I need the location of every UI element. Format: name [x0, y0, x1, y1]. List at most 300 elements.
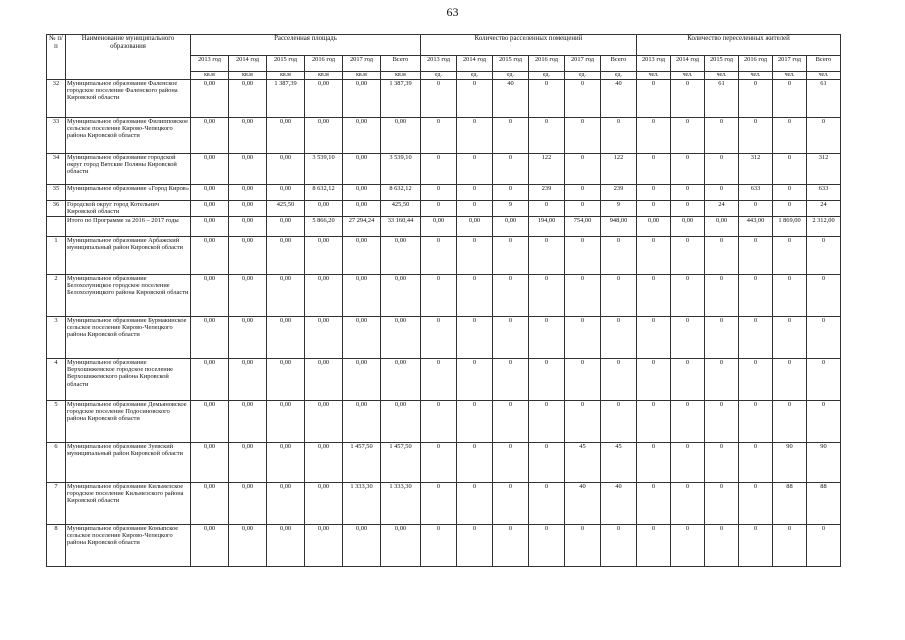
- value-cell: 0: [493, 359, 529, 401]
- row-number: [47, 217, 66, 237]
- value-cell: 0: [493, 275, 529, 317]
- value-cell: 0: [773, 359, 807, 401]
- value-cell: 239: [529, 185, 565, 201]
- unit-header-cell: кв.м: [191, 72, 229, 80]
- value-cell: 0,00: [267, 317, 305, 359]
- value-cell: 0,00: [229, 237, 267, 275]
- value-cell: 0: [637, 154, 671, 185]
- value-cell: 0,00: [343, 118, 381, 154]
- table-row: [47, 275, 841, 317]
- unit-header-cell: кв.м: [267, 72, 305, 80]
- year-header-cell: 2016 год: [739, 56, 773, 72]
- value-cell: 0,00: [191, 154, 229, 185]
- row-number: 34: [47, 154, 66, 185]
- municipality-name: Муниципальное образование Зуевский муниципальный район Кировской области: [66, 443, 191, 483]
- value-cell: 0: [671, 118, 705, 154]
- value-cell: 0: [671, 443, 705, 483]
- municipality-name: Городской округ город Котельнич Кировской области: [66, 201, 191, 217]
- value-cell: 1 387,39: [381, 80, 421, 118]
- row-number: 6: [47, 443, 66, 483]
- unit-header-cell: чел.: [671, 72, 705, 80]
- row-number: 8: [47, 525, 66, 567]
- value-cell: 0: [637, 80, 671, 118]
- unit-header-cell: ед.: [529, 72, 565, 80]
- value-cell: 0: [601, 275, 637, 317]
- value-cell: 0: [457, 80, 493, 118]
- premises-group-header: Количество расселенных помещений: [421, 35, 637, 56]
- value-cell: 0,00: [343, 275, 381, 317]
- value-cell: 0: [529, 237, 565, 275]
- value-cell: 0: [457, 525, 493, 567]
- value-cell: 0: [739, 359, 773, 401]
- value-cell: 0: [671, 275, 705, 317]
- value-cell: 0: [457, 237, 493, 275]
- value-cell: 0: [739, 237, 773, 275]
- value-cell: 40: [601, 483, 637, 525]
- value-cell: 0: [705, 359, 739, 401]
- municipality-name: Муниципальное образование Бурмакинское сельское поселение Кирово-Чепецкого района Кировской области: [66, 317, 191, 359]
- value-cell: 0: [637, 185, 671, 201]
- value-cell: 0: [529, 525, 565, 567]
- value-cell: 0: [671, 525, 705, 567]
- value-cell: 0,00: [343, 154, 381, 185]
- value-cell: 0: [493, 185, 529, 201]
- value-cell: 0: [529, 201, 565, 217]
- table-row: [47, 118, 841, 154]
- unit-header-cell: кв.м: [305, 72, 343, 80]
- value-cell: 0,00: [305, 359, 343, 401]
- value-cell: 0: [565, 401, 601, 443]
- value-cell: 0: [457, 154, 493, 185]
- value-cell: 633: [739, 185, 773, 201]
- row-number: 35: [47, 185, 66, 201]
- value-cell: 0: [773, 80, 807, 118]
- value-cell: 9: [601, 201, 637, 217]
- value-cell: 0: [565, 237, 601, 275]
- value-cell: 0,00: [305, 401, 343, 443]
- value-cell: 0,00: [305, 201, 343, 217]
- value-cell: 0,00: [267, 275, 305, 317]
- value-cell: 40: [565, 483, 601, 525]
- value-cell: 0,00: [671, 217, 705, 237]
- value-cell: 0: [705, 237, 739, 275]
- row-number: 5: [47, 401, 66, 443]
- value-cell: 0: [421, 483, 457, 525]
- municipality-name: Муниципальное образование Белохолуницкое городское поселение Белохолуницкого района Кировской области: [66, 275, 191, 317]
- table-row: [47, 154, 841, 185]
- value-cell: 0: [421, 525, 457, 567]
- value-cell: 0: [671, 317, 705, 359]
- value-cell: 0: [807, 317, 841, 359]
- value-cell: 0: [421, 317, 457, 359]
- year-header-cell: 2015 год: [493, 56, 529, 72]
- value-cell: 0,00: [191, 483, 229, 525]
- value-cell: 0,00: [381, 317, 421, 359]
- row-number: 3: [47, 317, 66, 359]
- year-header-cell: 2016 год: [529, 56, 565, 72]
- value-cell: 0,00: [229, 275, 267, 317]
- value-cell: 0: [529, 80, 565, 118]
- value-cell: 0,00: [267, 401, 305, 443]
- value-cell: 0: [601, 525, 637, 567]
- value-cell: 0,00: [305, 118, 343, 154]
- row-number: 2: [47, 275, 66, 317]
- value-cell: 1 457,50: [343, 443, 381, 483]
- value-cell: 0: [637, 275, 671, 317]
- value-cell: 0: [739, 80, 773, 118]
- value-cell: 0: [637, 201, 671, 217]
- value-cell: 0: [671, 185, 705, 201]
- unit-header-cell: ед.: [565, 72, 601, 80]
- value-cell: 0,00: [637, 217, 671, 237]
- value-cell: 0: [421, 185, 457, 201]
- unit-header-cell: ед.: [493, 72, 529, 80]
- value-cell: 0,00: [191, 275, 229, 317]
- value-cell: 0,00: [191, 443, 229, 483]
- year-header-cell: 2015 год: [705, 56, 739, 72]
- value-cell: 0,00: [305, 237, 343, 275]
- value-cell: 0: [739, 317, 773, 359]
- municipality-name: Муниципальное образование Филипповское сельское поселение Кирово-Чепецкого района Кировской области: [66, 118, 191, 154]
- value-cell: 45: [565, 443, 601, 483]
- value-cell: 0: [457, 483, 493, 525]
- municipality-name: Муниципальное образование Демьяновское городское поселение Подосиновского района Кировской области: [66, 401, 191, 443]
- value-cell: 0: [565, 185, 601, 201]
- value-cell: 0,00: [229, 80, 267, 118]
- value-cell: 40: [601, 80, 637, 118]
- year-header-cell: 2017 год: [565, 56, 601, 72]
- unit-header-cell: кв.м: [381, 72, 421, 80]
- value-cell: 122: [529, 154, 565, 185]
- table-row: [47, 185, 841, 201]
- value-cell: 0,00: [229, 359, 267, 401]
- value-cell: 0: [739, 483, 773, 525]
- row-number: 33: [47, 118, 66, 154]
- value-cell: 0: [705, 118, 739, 154]
- value-cell: 0,00: [191, 185, 229, 201]
- value-cell: 0: [421, 80, 457, 118]
- value-cell: 0,00: [305, 483, 343, 525]
- row-number: 32: [47, 80, 66, 118]
- value-cell: 0: [671, 359, 705, 401]
- municipality-name: Муниципальное образование Коныпское сельское поселение Кирово-Чепецкого района Кировской области: [66, 525, 191, 567]
- table-header: [47, 35, 841, 80]
- table-row: [47, 201, 841, 217]
- municipality-name: Муниципальное образование Фаленское городское поселение Фаленского района Кировской области: [66, 80, 191, 118]
- value-cell: 0,00: [267, 154, 305, 185]
- value-cell: 8 632,12: [305, 185, 343, 201]
- resettlement-table: [46, 34, 841, 567]
- value-cell: 61: [705, 80, 739, 118]
- value-cell: 425,50: [267, 201, 305, 217]
- value-cell: 0: [457, 317, 493, 359]
- value-cell: 0: [637, 359, 671, 401]
- value-cell: 0: [601, 359, 637, 401]
- unit-header-cell: чел.: [773, 72, 807, 80]
- year-header-cell: 2017 год: [343, 56, 381, 72]
- value-cell: 0,00: [343, 237, 381, 275]
- table-row: [47, 359, 841, 401]
- value-cell: 0,00: [229, 217, 267, 237]
- value-cell: 0: [671, 80, 705, 118]
- value-cell: 0,00: [705, 217, 739, 237]
- name-header: Наименование муниципального образования: [66, 35, 191, 80]
- value-cell: 0: [637, 443, 671, 483]
- value-cell: 90: [807, 443, 841, 483]
- value-cell: 0: [601, 237, 637, 275]
- value-cell: 0: [457, 359, 493, 401]
- value-cell: 0,00: [267, 483, 305, 525]
- value-cell: 0: [421, 359, 457, 401]
- value-cell: 0: [671, 201, 705, 217]
- value-cell: 0,00: [421, 217, 457, 237]
- value-cell: 90: [773, 443, 807, 483]
- value-cell: 0,00: [191, 118, 229, 154]
- table-row: [47, 80, 841, 118]
- value-cell: 0,00: [305, 443, 343, 483]
- value-cell: 0,00: [381, 275, 421, 317]
- value-cell: 312: [807, 154, 841, 185]
- value-cell: 33 160,44: [381, 217, 421, 237]
- value-cell: 0,00: [229, 525, 267, 567]
- value-cell: 0: [565, 275, 601, 317]
- value-cell: 0,00: [305, 317, 343, 359]
- row-number: 36: [47, 201, 66, 217]
- value-cell: 0: [493, 483, 529, 525]
- year-header-cell: 2014 год: [457, 56, 493, 72]
- value-cell: 0: [773, 201, 807, 217]
- value-cell: 0,00: [381, 359, 421, 401]
- value-cell: 0: [493, 118, 529, 154]
- residents-group-header: Количество переселенных жителей: [637, 35, 841, 56]
- total-row: [47, 217, 841, 237]
- value-cell: 0,00: [457, 217, 493, 237]
- row-number: 1: [47, 237, 66, 275]
- value-cell: 1 333,30: [381, 483, 421, 525]
- municipality-name: Муниципальное образование Верхошижемское городское поселение Верхошижемского района Кировской области: [66, 359, 191, 401]
- year-header-cell: 2013 год: [191, 56, 229, 72]
- value-cell: 40: [493, 80, 529, 118]
- value-cell: 0: [739, 525, 773, 567]
- value-cell: 0: [421, 118, 457, 154]
- table-row: [47, 237, 841, 275]
- value-cell: 0,00: [343, 201, 381, 217]
- value-cell: 0,00: [267, 217, 305, 237]
- value-cell: 0: [773, 118, 807, 154]
- value-cell: 0: [705, 443, 739, 483]
- value-cell: 0: [671, 237, 705, 275]
- value-cell: 0,00: [191, 217, 229, 237]
- value-cell: 0: [773, 317, 807, 359]
- value-cell: 0,00: [343, 401, 381, 443]
- value-cell: 0: [529, 359, 565, 401]
- value-cell: 0,00: [229, 401, 267, 443]
- value-cell: 0: [457, 275, 493, 317]
- value-cell: 0: [671, 154, 705, 185]
- value-cell: 0: [457, 401, 493, 443]
- value-cell: 425,50: [381, 201, 421, 217]
- value-cell: 0: [705, 483, 739, 525]
- value-cell: 0: [565, 80, 601, 118]
- value-cell: 0,00: [343, 359, 381, 401]
- value-cell: 24: [807, 201, 841, 217]
- municipality-name: Муниципальное образование Арбажский муниципальный район Кировской области: [66, 237, 191, 275]
- value-cell: 0: [565, 317, 601, 359]
- value-cell: 0,00: [305, 275, 343, 317]
- table-body: [47, 80, 841, 567]
- value-cell: 0: [493, 317, 529, 359]
- value-cell: 0: [493, 443, 529, 483]
- value-cell: 0: [773, 275, 807, 317]
- value-cell: 754,00: [565, 217, 601, 237]
- value-cell: 633: [807, 185, 841, 201]
- value-cell: 0: [773, 185, 807, 201]
- unit-header-cell: кв.м: [343, 72, 381, 80]
- unit-header-cell: ед.: [601, 72, 637, 80]
- value-cell: 0: [739, 201, 773, 217]
- value-cell: 0,00: [229, 201, 267, 217]
- year-header-cell: Всего: [381, 56, 421, 72]
- value-cell: 0: [565, 359, 601, 401]
- unit-header-cell: ед.: [421, 72, 457, 80]
- value-cell: 0: [807, 401, 841, 443]
- value-cell: 0,00: [381, 118, 421, 154]
- value-cell: 61: [807, 80, 841, 118]
- year-header-cell: Всего: [601, 56, 637, 72]
- value-cell: 0: [637, 237, 671, 275]
- value-cell: 0: [773, 237, 807, 275]
- value-cell: 0,00: [381, 525, 421, 567]
- value-cell: 0: [421, 443, 457, 483]
- value-cell: 0,00: [229, 443, 267, 483]
- value-cell: 0,00: [191, 401, 229, 443]
- value-cell: 0: [421, 154, 457, 185]
- year-header-cell: 2014 год: [229, 56, 267, 72]
- value-cell: 0: [601, 401, 637, 443]
- value-cell: 0,00: [267, 185, 305, 201]
- value-cell: 0: [705, 275, 739, 317]
- value-cell: 194,00: [529, 217, 565, 237]
- value-cell: 0: [565, 525, 601, 567]
- value-cell: 2 312,00: [807, 217, 841, 237]
- value-cell: 0,00: [191, 359, 229, 401]
- value-cell: 0: [565, 154, 601, 185]
- value-cell: 0: [493, 525, 529, 567]
- page-number: 63: [446, 5, 459, 19]
- value-cell: 27 294,24: [343, 217, 381, 237]
- value-cell: 0,00: [493, 217, 529, 237]
- value-cell: 0,00: [229, 317, 267, 359]
- value-cell: 0,00: [229, 154, 267, 185]
- value-cell: 0: [529, 118, 565, 154]
- value-cell: 0: [773, 154, 807, 185]
- table-row: [47, 443, 841, 483]
- value-cell: 239: [601, 185, 637, 201]
- value-cell: 3 539,10: [305, 154, 343, 185]
- year-header-cell: 2014 год: [671, 56, 705, 72]
- value-cell: 0,00: [343, 317, 381, 359]
- value-cell: 45: [601, 443, 637, 483]
- row-number: 7: [47, 483, 66, 525]
- value-cell: 24: [705, 201, 739, 217]
- municipality-name: Муниципальное образование городской округ город Вятские Поляны Кировской области: [66, 154, 191, 185]
- unit-header-cell: кв.м: [229, 72, 267, 80]
- value-cell: 0,00: [229, 483, 267, 525]
- value-cell: 0: [529, 275, 565, 317]
- value-cell: 5 866,20: [305, 217, 343, 237]
- value-cell: 0: [637, 401, 671, 443]
- value-cell: 0,00: [343, 80, 381, 118]
- value-cell: 948,00: [601, 217, 637, 237]
- value-cell: 0,00: [267, 237, 305, 275]
- value-cell: 0,00: [267, 359, 305, 401]
- value-cell: 0: [739, 401, 773, 443]
- value-cell: 0: [671, 483, 705, 525]
- value-cell: 0: [457, 443, 493, 483]
- year-header-cell: 2015 год: [267, 56, 305, 72]
- value-cell: 0: [421, 275, 457, 317]
- value-cell: 0: [457, 118, 493, 154]
- municipality-name: Муниципальное образование «Город Киров»: [66, 185, 191, 201]
- value-cell: 0: [421, 237, 457, 275]
- year-header-cell: 2016 год: [305, 56, 343, 72]
- value-cell: 0,00: [191, 80, 229, 118]
- value-cell: 0: [565, 118, 601, 154]
- value-cell: 0,00: [191, 525, 229, 567]
- value-cell: 0: [637, 525, 671, 567]
- value-cell: 8 632,12: [381, 185, 421, 201]
- value-cell: 0: [529, 317, 565, 359]
- value-cell: 1 387,39: [267, 80, 305, 118]
- value-cell: 0,00: [305, 525, 343, 567]
- table-row: [47, 483, 841, 525]
- value-cell: 0,00: [229, 185, 267, 201]
- value-cell: 0: [493, 237, 529, 275]
- value-cell: 0: [421, 201, 457, 217]
- value-cell: 1 333,30: [343, 483, 381, 525]
- value-cell: 0: [601, 118, 637, 154]
- value-cell: 0,00: [381, 237, 421, 275]
- value-cell: 88: [773, 483, 807, 525]
- table-row: [47, 401, 841, 443]
- area-group-header: Расселенная площадь: [191, 35, 421, 56]
- value-cell: 0,00: [191, 317, 229, 359]
- year-header-cell: Всего: [807, 56, 841, 72]
- value-cell: 0: [637, 118, 671, 154]
- value-cell: 0: [773, 401, 807, 443]
- table-row: [47, 317, 841, 359]
- unit-header-cell: чел.: [739, 72, 773, 80]
- value-cell: 0: [637, 483, 671, 525]
- value-cell: 0: [565, 201, 601, 217]
- value-cell: 0,00: [305, 80, 343, 118]
- value-cell: 1 869,00: [773, 217, 807, 237]
- value-cell: 443,00: [739, 217, 773, 237]
- value-cell: 0: [637, 317, 671, 359]
- value-cell: 0,00: [343, 525, 381, 567]
- value-cell: 0: [773, 525, 807, 567]
- municipality-name: Итого по Программе за 2016 – 2017 годы: [66, 217, 191, 237]
- value-cell: 0,00: [229, 118, 267, 154]
- value-cell: 0: [601, 317, 637, 359]
- value-cell: 0: [705, 525, 739, 567]
- value-cell: 0: [807, 525, 841, 567]
- value-cell: 0: [493, 401, 529, 443]
- value-cell: 0: [807, 237, 841, 275]
- value-cell: 0: [705, 154, 739, 185]
- unit-header-cell: ед.: [457, 72, 493, 80]
- value-cell: 0,00: [381, 401, 421, 443]
